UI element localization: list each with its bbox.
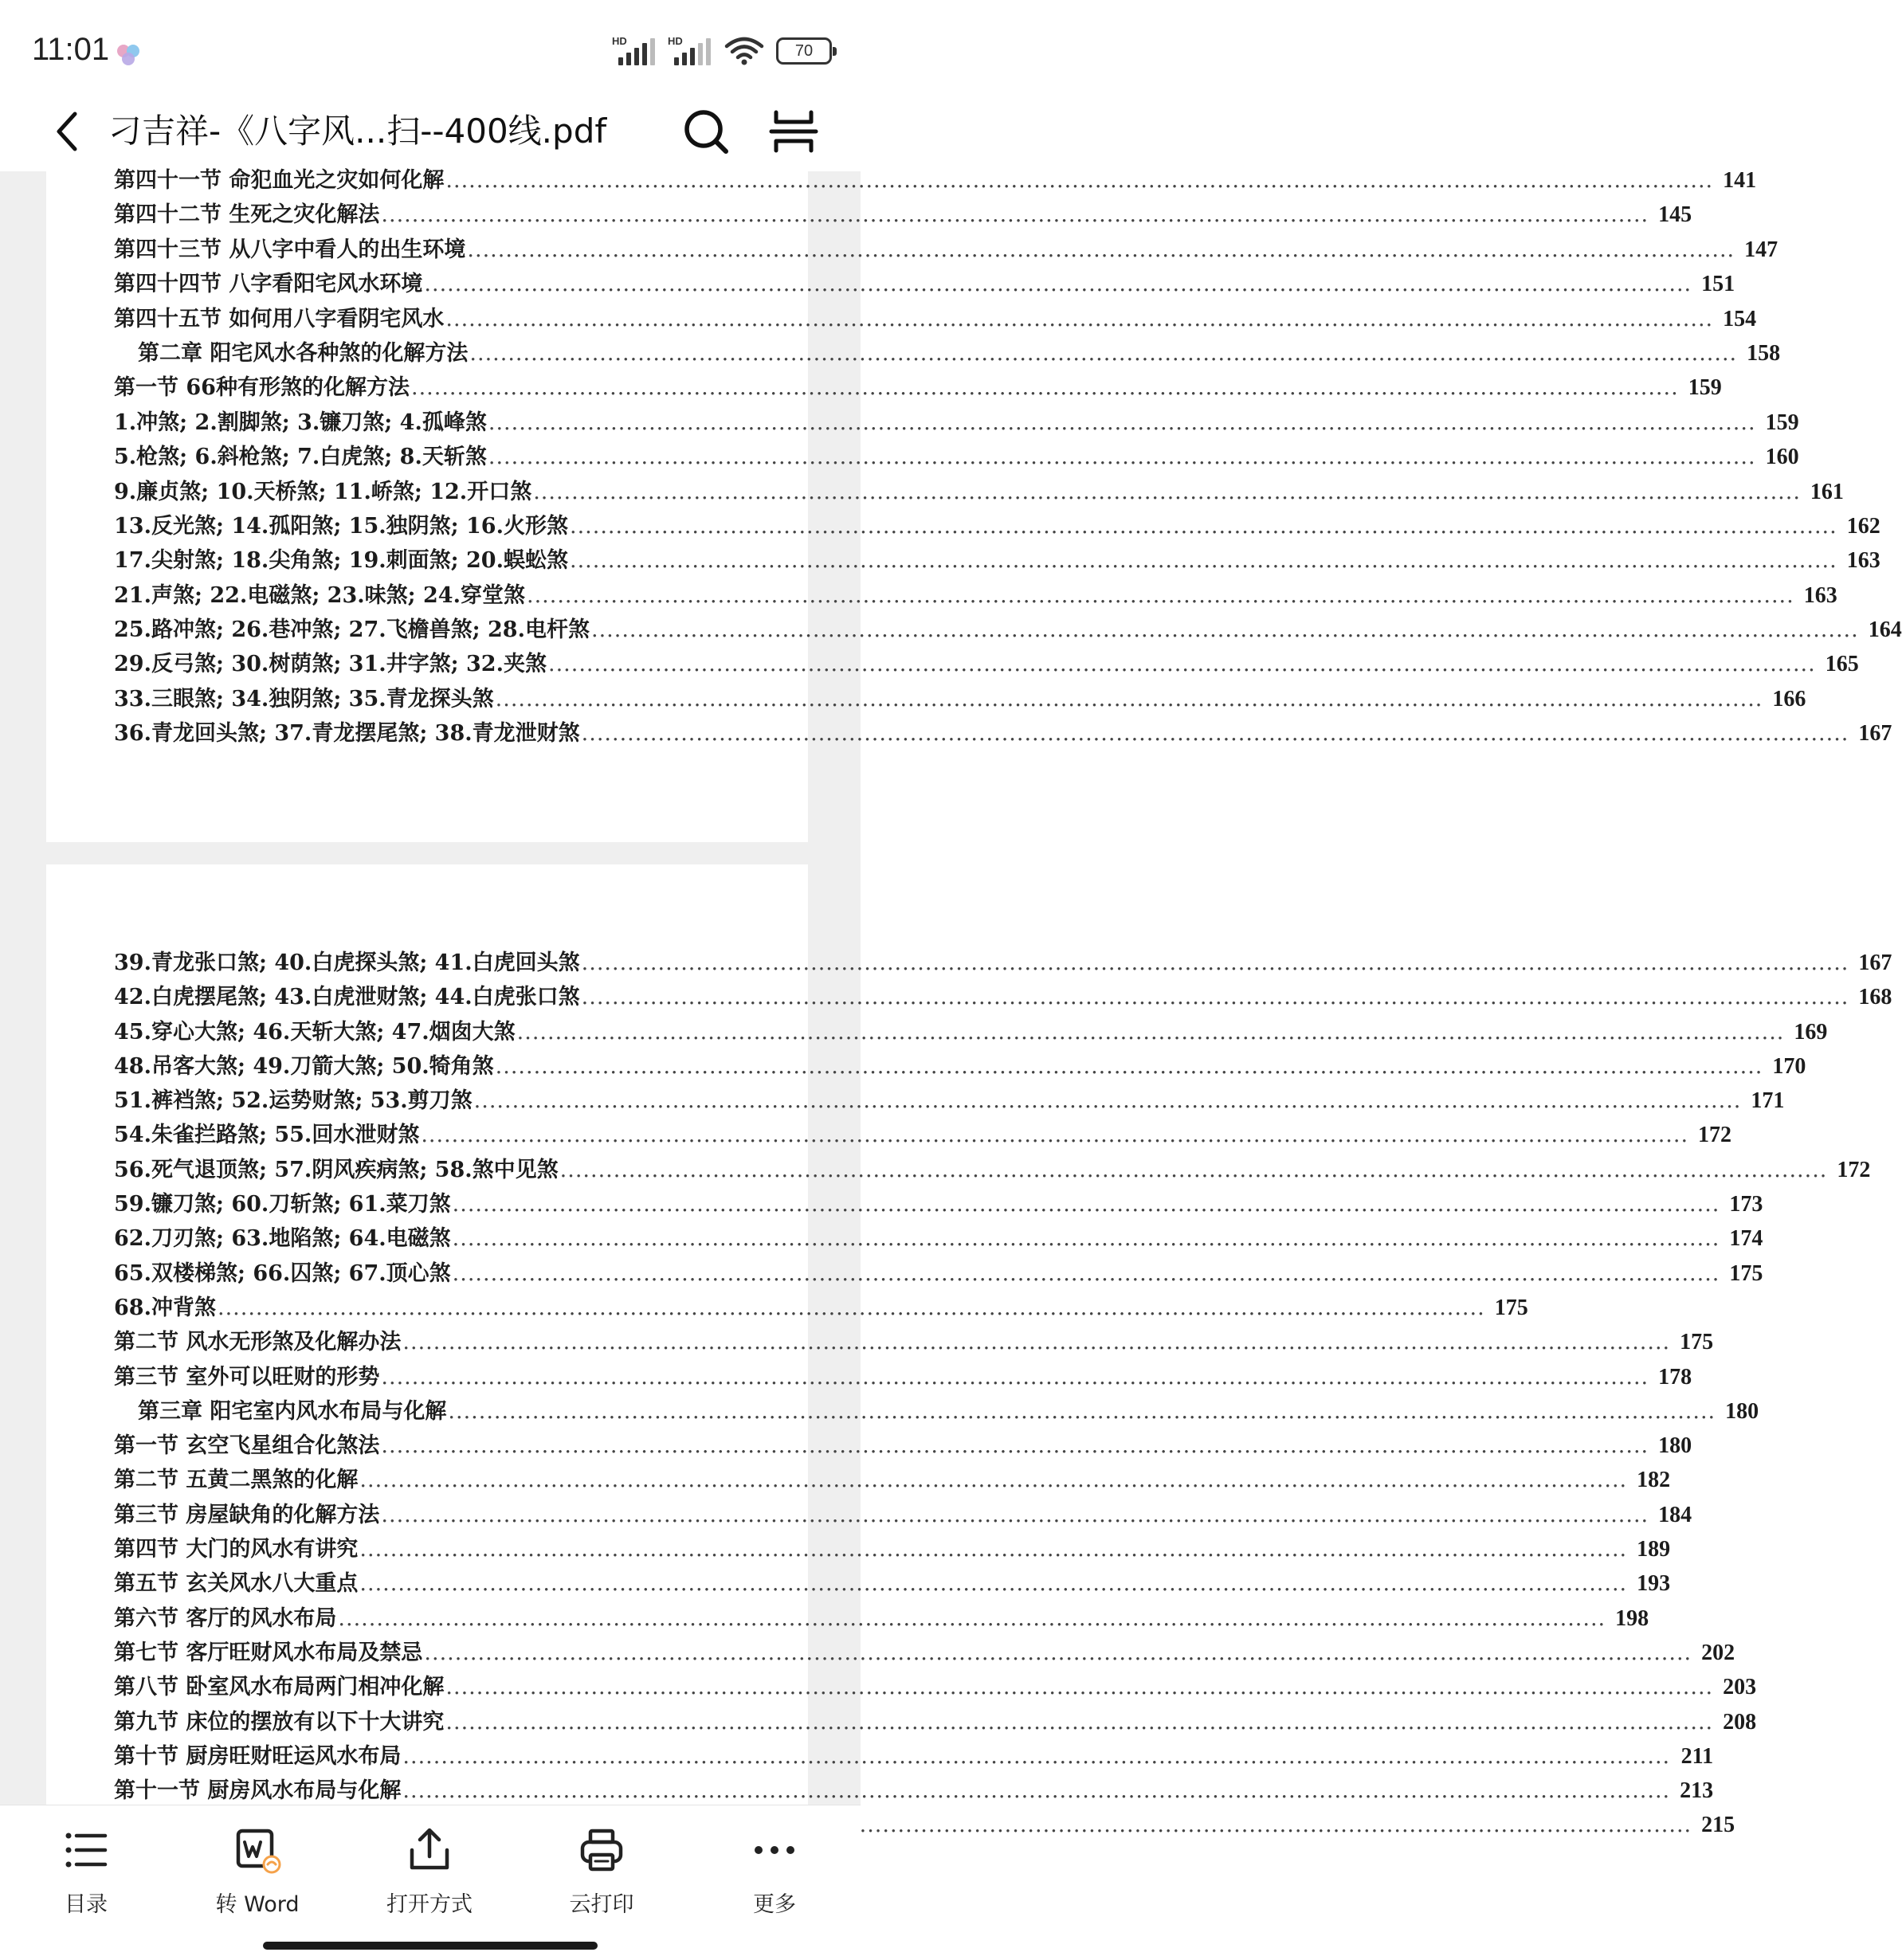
title-bar [0,92,861,171]
toc-entry-page-number: 162 [1846,513,1880,539]
toc-entry[interactable] [114,1429,1692,1463]
toc-entry[interactable] [114,1705,1757,1739]
toc-leader-dots [338,1601,1606,1636]
toc-entry[interactable] [114,1049,1806,1084]
toc-entry[interactable] [114,543,1880,578]
toc-entry-page-number: 193 [1637,1571,1671,1597]
toc-leader-dots [411,370,1679,405]
toc-entry[interactable] [114,1498,1692,1532]
signal-2-hd-label: HD [668,35,683,47]
toc-entry-page-number: 167 [1858,721,1892,747]
toc-entry-title: 54.朱雀拦路煞; 55.回水泄财煞 [114,1123,420,1148]
toc-entry[interactable] [114,1774,1714,1808]
toc-leader-dots [570,543,1837,578]
toc-entry-page-number: 174 [1729,1226,1763,1252]
toc-entry-page-number: 173 [1729,1192,1763,1217]
toc-entry[interactable] [114,406,1799,440]
toc-entry-page-number: 189 [1637,1537,1671,1562]
toc-entry-page-number: 211 [1680,1743,1714,1769]
toc-leader-dots [582,716,1849,751]
toc-leader-dots [527,578,1794,613]
toc-leader-dots [359,1532,1627,1566]
toc-entry-title: 第四十四节 八字看阳宅风水环境 [114,272,423,297]
cellular-signal-1-icon [612,35,657,67]
toc-entry-title: 51.裤裆煞; 52.运势财煞; 53.剪刀煞 [114,1088,473,1114]
toc-entry[interactable] [114,1670,1757,1704]
toc-entry-title: 48.吊客大煞; 49.刀箭大煞; 50.犄角煞 [114,1053,494,1079]
toc-entry[interactable] [114,647,1859,681]
toc-entry-title: 第二章 阳宅风水各种煞的化解方法 [138,340,469,366]
toc-leader-dots [517,1015,1785,1049]
toc-entry[interactable] [114,980,1892,1014]
toc-leader-dots [381,1498,1649,1532]
toc-entry-title: 42.白虎摆尾煞; 43.白虎泄财煞; 44.白虎张口煞 [114,985,580,1010]
toc-entry[interactable] [114,1325,1714,1359]
toc-entry[interactable] [114,302,1757,336]
toc-entry-page-number: 158 [1747,340,1781,366]
convert-to-word-button[interactable] [182,1825,333,1920]
toc-leader-dots [548,647,1816,681]
toc-entry[interactable] [114,163,1757,198]
toc-entry-title: 33.三眼煞; 34.独阴煞; 35.青龙探头煞 [114,686,494,711]
toc-list-page-2 [114,946,1892,1843]
toc-entry-title: 第九节 床位的摆放有以下十大讲究 [114,1709,445,1735]
toc-entry-title: 第十一节 厨房风水布局与化解 [114,1778,402,1804]
toc-entry[interactable] [114,1636,1735,1670]
toc-leader-dots [381,1360,1649,1394]
toc-entry-title: 第二节 风水无形煞及化解办法 [114,1330,402,1355]
cloud-print-label: 云打印 [569,1892,634,1917]
toc-entry-page-number: 182 [1637,1468,1671,1493]
toc-leader-dots [488,440,1756,474]
toc-entry-title: 第三章 阳宅室内风水布局与化解 [138,1398,447,1424]
toc-entry[interactable] [114,198,1692,232]
toc-leader-dots [445,163,1713,198]
toc-entry-title: 第四十二节 生死之灾化解法 [114,202,380,228]
toc-entry-title: 59.镰刀煞; 60.刀斩煞; 61.菜刀煞 [114,1192,451,1217]
toc-entry-title: 第五节 玄关风水八大重点 [114,1571,359,1597]
signal-1-hd-label: HD [612,35,627,47]
toc-entry[interactable] [114,1084,1785,1118]
back-button[interactable] [41,104,92,159]
printer-icon [576,1825,627,1876]
toc-entry-title: 21.声煞; 22.电磁煞; 23.味煞; 24.穿堂煞 [114,582,525,608]
toc-entry[interactable] [114,336,1781,370]
toc-entry-title: 第四节 大门的风水有讲究 [114,1537,359,1562]
toc-leader-dots [591,613,1859,647]
toc-leader-dots [560,1153,1828,1187]
toc-list-page-1 [114,163,1902,751]
toc-entry-title: 第六节 客厅的风水布局 [114,1605,337,1631]
toc-leader-dots [448,1394,1716,1429]
toc-leader-dots [381,198,1649,232]
toc-entry[interactable] [114,1739,1714,1774]
toc-entry-page-number: 213 [1680,1778,1714,1804]
toc-leader-dots [359,1566,1627,1601]
toc-entry-title: 5.枪煞; 6.斜枪煞; 7.白虎煞; 8.天斩煞 [114,445,487,470]
toc-entry[interactable] [114,1118,1732,1152]
toc-entry[interactable] [114,1153,1871,1187]
battery-level: 70 [794,41,814,60]
toc-entry-page-number: 180 [1658,1433,1692,1459]
toc-entry[interactable] [114,1394,1759,1429]
toc-entry-title: 25.路冲煞; 26.巷冲煞; 27.飞檐兽煞; 28.电杆煞 [114,617,590,643]
toc-leader-dots [453,1256,1720,1291]
toc-leader-dots [381,1429,1649,1463]
pdf-page-2 [46,864,1892,1838]
toc-entry[interactable] [114,1601,1649,1636]
toc-entry-page-number: 203 [1723,1675,1757,1700]
toc-entry[interactable] [114,613,1902,647]
toc-leader-dots [453,1187,1720,1221]
toc-entry-page-number: 159 [1688,375,1722,401]
toc-entry[interactable] [114,716,1892,751]
toc-entry-page-number: 165 [1825,652,1859,677]
toc-entry-page-number: 159 [1765,410,1799,435]
open-with-button[interactable] [354,1825,505,1920]
toc-entry[interactable] [114,509,1880,543]
toc-entry-page-number: 175 [1729,1260,1763,1286]
toc-entry-title: 第一节 66种有形煞的化解方法 [114,375,410,401]
document-title: 刁吉祥-《八字风...扫--400线.pdf [108,112,607,151]
toc-entry-title: 第七节 客厅旺财风水布局及禁忌 [114,1640,423,1665]
toc-entry-page-number: 151 [1701,272,1735,297]
toc-entry[interactable] [114,946,1892,980]
status-bar [0,0,861,92]
wifi-icon [724,35,765,67]
toc-entry[interactable] [114,1291,1528,1325]
toc-leader-dots [496,682,1763,716]
toc-entry-title: 第四十五节 如何用八字看阴宅风水 [114,306,445,331]
toc-leader-dots [424,1636,1692,1670]
toc-leader-dots [488,406,1756,440]
toc-entry-title: 45.穿心大煞; 46.天斩大煞; 47.烟囱大煞 [114,1019,516,1045]
toc-entry-title: 第四十一节 命犯血光之灾如何化解 [114,168,445,193]
toc-entry[interactable] [114,370,1722,405]
cellular-signal-2-icon [668,35,712,67]
toc-leader-dots [533,475,1801,509]
toc-label: 目录 [65,1892,108,1917]
toc-entry-page-number: 170 [1772,1053,1806,1079]
toc-entry-page-number: 164 [1868,617,1902,643]
toc-entry-page-number: 154 [1723,306,1757,331]
toc-leader-dots [445,1670,1713,1704]
bottom-toolbar [0,1805,861,1960]
toc-entry[interactable] [114,440,1799,474]
toc-entry[interactable] [114,233,1778,267]
toc-leader-dots [402,1774,1670,1808]
battery-icon [776,37,832,65]
toc-entry-page-number: 172 [1698,1123,1732,1148]
toc-entry[interactable] [114,267,1735,301]
status-time: 11:01 [32,32,110,67]
toc-button[interactable] [10,1825,162,1920]
toc-entry[interactable] [114,475,1844,509]
toc-entry-page-number: 215 [1701,1813,1735,1838]
toc-entry-page-number: 208 [1723,1709,1757,1735]
word-convert-icon [232,1825,283,1876]
toc-entry[interactable] [114,682,1806,716]
pdf-page-1 [46,168,1902,842]
share-icon [404,1825,455,1876]
home-indicator[interactable] [263,1942,598,1950]
toc-leader-dots [218,1291,1485,1325]
toc-entry-title: 13.反光煞; 14.孤阳煞; 15.独阴煞; 16.火形煞 [114,513,568,539]
toc-entry-page-number: 171 [1751,1088,1785,1114]
toc-entry[interactable] [114,1187,1763,1221]
toc-entry-page-number: 202 [1701,1640,1735,1665]
scan-mode-icon[interactable] [768,106,819,157]
toc-leader-dots [496,1049,1763,1084]
toc-entry-page-number: 163 [1846,548,1880,574]
toc-entry[interactable] [114,578,1837,613]
toc-entry-page-number: 168 [1858,985,1892,1010]
toc-entry-page-number: 163 [1803,582,1837,608]
toc-leader-dots [445,302,1713,336]
toc-leader-dots [467,233,1735,267]
toc-entry-title: 62.刀刃煞; 63.地陷煞; 64.电磁煞 [114,1226,451,1252]
toc-leader-dots [424,267,1692,301]
toc-entry-page-number: 169 [1794,1019,1828,1045]
toc-entry-page-number: 198 [1615,1605,1649,1631]
toc-entry-title: 36.青龙回头煞; 37.青龙摆尾煞; 38.青龙泄财煞 [114,721,580,747]
toc-entry-title: 9.廉贞煞; 10.天桥煞; 11.峤煞; 12.开口煞 [114,479,532,504]
pdf-viewer[interactable] [0,168,1902,1838]
toc-entry-page-number: 147 [1744,237,1778,262]
toc-entry-title: 第八节 卧室风水布局两门相冲化解 [114,1675,445,1700]
toc-leader-dots [402,1325,1670,1359]
toc-entry-title: 第十节 厨房旺财旺运风水布局 [114,1743,402,1769]
toc-entry-page-number: 175 [1494,1295,1528,1320]
toc-entry-page-number: 172 [1837,1157,1871,1182]
toc-leader-dots [474,1084,1742,1118]
toc-entry-page-number: 178 [1658,1364,1692,1390]
toc-entry-title: 第三节 室外可以旺财的形势 [114,1364,380,1390]
toc-leader-dots [469,336,1737,370]
search-icon[interactable] [680,106,731,157]
chevron-left-icon [51,108,83,155]
toc-entry-title: 第一节 玄空飞星组合化煞法 [114,1433,380,1459]
toc-entry-page-number: 161 [1810,479,1844,504]
toc-leader-dots [421,1118,1688,1152]
toc-entry[interactable] [114,1015,1828,1049]
toc-entry-title: 第三节 房屋缺角的化解方法 [114,1502,380,1527]
toc-entry-page-number: 141 [1723,168,1757,193]
more-button[interactable] [699,1825,850,1920]
toc-entry-title: 29.反弓煞; 30.树荫煞; 31.井字煞; 32.夹煞 [114,652,547,677]
toc-entry-title: 68.冲背煞 [114,1295,216,1320]
toc-entry-title: 第二节 五黄二黑煞的化解 [114,1468,359,1493]
toc-entry-title: 1.冲煞; 2.割脚煞; 3.镰刀煞; 4.孤峰煞 [114,410,487,435]
toc-entry-page-number: 180 [1725,1398,1759,1424]
toc-entry-title: 17.尖射煞; 18.尖角煞; 19.刺面煞; 20.蜈蚣煞 [114,548,568,574]
toc-entry-page-number: 167 [1858,951,1892,975]
toc-entry-page-number: 166 [1772,686,1806,711]
toc-entry[interactable] [114,1360,1692,1394]
app-notification-icon [115,41,142,69]
toc-leader-dots [402,1739,1670,1774]
toc-entry[interactable] [114,1463,1671,1497]
toc-entry-page-number: 160 [1765,445,1799,470]
toc-entry-title: 39.青龙张口煞; 40.白虎探头煞; 41.白虎回头煞 [114,951,580,975]
toc-entry[interactable] [114,1566,1671,1601]
toc-entry-page-number: 145 [1658,202,1692,228]
toc-entry-title: 56.死气退顶煞; 57.阴风疾病煞; 58.煞中见煞 [114,1157,559,1182]
toc-entry[interactable] [114,1256,1763,1291]
toc-leader-dots [445,1705,1713,1739]
toc-entry-page-number: 175 [1680,1330,1714,1355]
toc-entry-title: 第四十三节 从八字中看人的出生环境 [114,237,466,262]
more-label: 更多 [753,1892,796,1917]
open-with-label: 打开方式 [386,1892,473,1917]
list-icon [61,1825,112,1876]
toc-leader-dots [582,946,1849,980]
toc-leader-dots [359,1463,1627,1497]
toc-entry[interactable] [114,1532,1671,1566]
toc-leader-dots [582,980,1849,1014]
toc-leader-dots [570,509,1837,543]
toc-entry-title: 65.双楼梯煞; 66.囚煞; 67.顶心煞 [114,1260,451,1286]
toc-entry-page-number: 184 [1658,1502,1692,1527]
toc-leader-dots [453,1221,1720,1256]
to-word-label: 转 Word [215,1892,300,1917]
toc-entry[interactable] [114,1221,1763,1256]
more-dots-icon [749,1825,800,1876]
cloud-print-button[interactable] [526,1825,677,1920]
